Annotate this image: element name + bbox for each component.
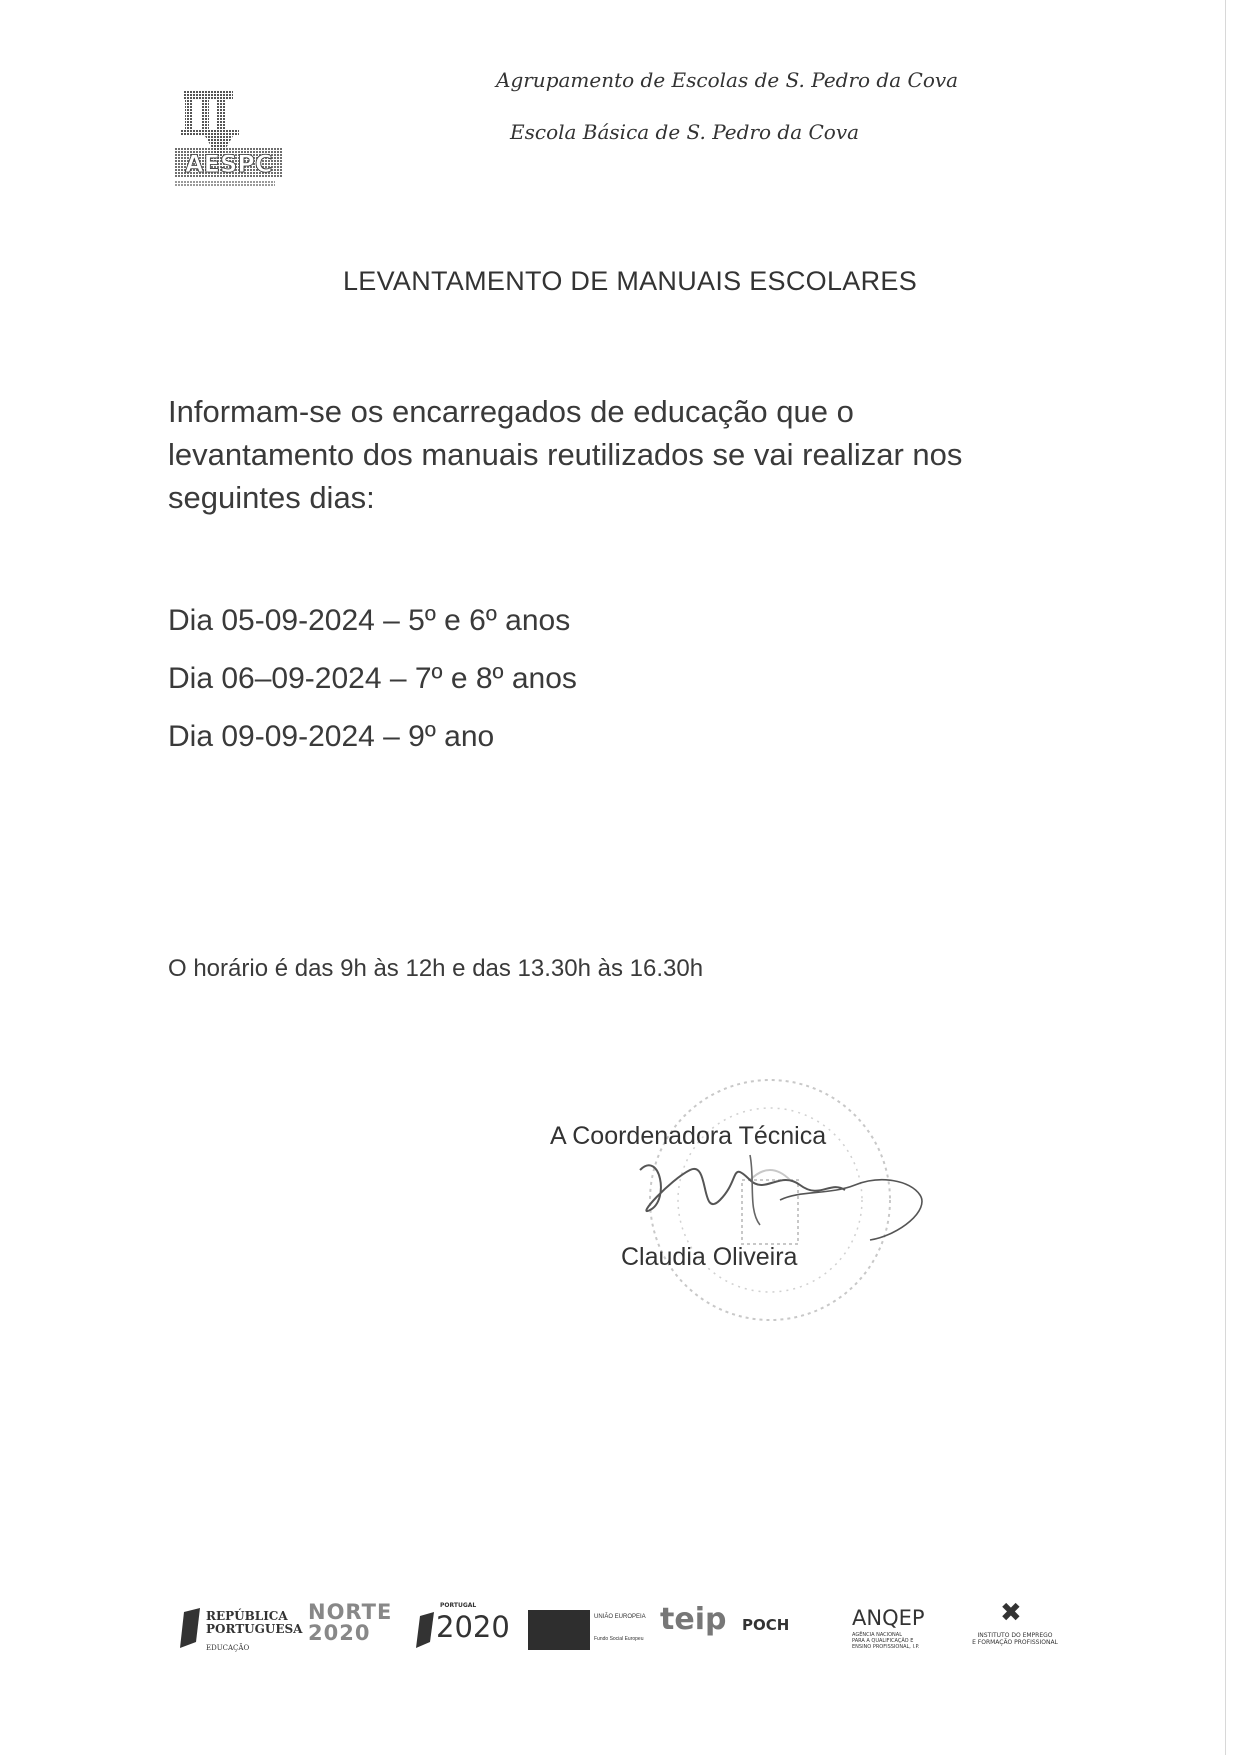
schedule-item: Dia 09-09-2024 – 9º ano xyxy=(168,720,495,753)
page-edge xyxy=(1225,0,1226,1755)
document-title: LEVANTAMENTO DE MANUAIS ESCOLARES xyxy=(342,266,918,296)
iefp-sub xyxy=(960,1632,1070,1646)
flag-icon xyxy=(178,1608,202,1648)
teip-logo: teip xyxy=(660,1602,727,1637)
opening-hours: O horário é das 9h às 12h e das 13.30h às 16.30h xyxy=(168,955,704,982)
norte-line: NORTE xyxy=(308,1600,393,1624)
poch-logo: POCH xyxy=(742,1616,790,1634)
school-group-name: Agrupamento de Escolas de S. Pedro da Cova xyxy=(496,68,959,92)
republica-sub: EDUCAÇÃO xyxy=(206,1644,250,1652)
iefp-sub-line: INSTITUTO DO EMPREGO xyxy=(977,1632,1053,1639)
eu-sub: Fundo Social Europeu xyxy=(594,1636,644,1642)
anqep-sub-line: AGÊNCIA NACIONAL xyxy=(852,1632,903,1638)
iefp-sub-line: E FORMAÇÃO PROFISSIONAL xyxy=(972,1639,1058,1646)
intro-paragraph xyxy=(168,390,1068,519)
anqep-sub-line: ENSINO PROFISSIONAL, I.P. xyxy=(852,1644,920,1650)
republica-line: REPÚBLICA xyxy=(206,1609,288,1623)
school-name: Escola Básica de S. Pedro da Cova xyxy=(510,120,860,144)
anqep-sub-line: PARA A QUALIFICAÇÃO E xyxy=(852,1638,914,1644)
schedule-list xyxy=(168,592,577,766)
eu-label: UNIÃO EUROPEIA xyxy=(594,1614,646,1620)
anqep-name: ANQEP xyxy=(852,1606,925,1630)
schedule-item: Dia 05-09-2024 – 5º e 6º anos xyxy=(168,604,571,637)
schedule-item: Dia 06–09-2024 – 7º e 8º anos xyxy=(168,662,577,695)
iefp-mark-icon: ✖ xyxy=(1000,1598,1022,1628)
portugal-small: PORTUGAL xyxy=(440,1602,477,1609)
footer-logos xyxy=(170,1598,1080,1656)
signatory-name: Claudia Oliveira xyxy=(621,1243,798,1271)
norte-line: 2020 xyxy=(308,1621,371,1645)
portugal-big: 2020 xyxy=(436,1610,510,1644)
intro-line: seguintes dias: xyxy=(168,480,375,515)
intro-line: Informam-se os encarregados de educação que o xyxy=(168,394,854,429)
republica-line: PORTUGUESA xyxy=(206,1622,303,1636)
school-logo-icon xyxy=(175,88,285,193)
signatory-role: A Coordenadora Técnica xyxy=(550,1122,827,1150)
norte-2020-logo xyxy=(308,1602,392,1660)
signature-icon xyxy=(630,1140,940,1260)
flag-icon xyxy=(414,1612,434,1648)
intro-line: levantamento dos manuais reutilizados se vai realizar nos xyxy=(168,437,963,472)
svg-text:AESPC: AESPC xyxy=(185,150,273,178)
anqep-sub xyxy=(852,1632,919,1650)
eu-flag-icon xyxy=(528,1610,590,1650)
